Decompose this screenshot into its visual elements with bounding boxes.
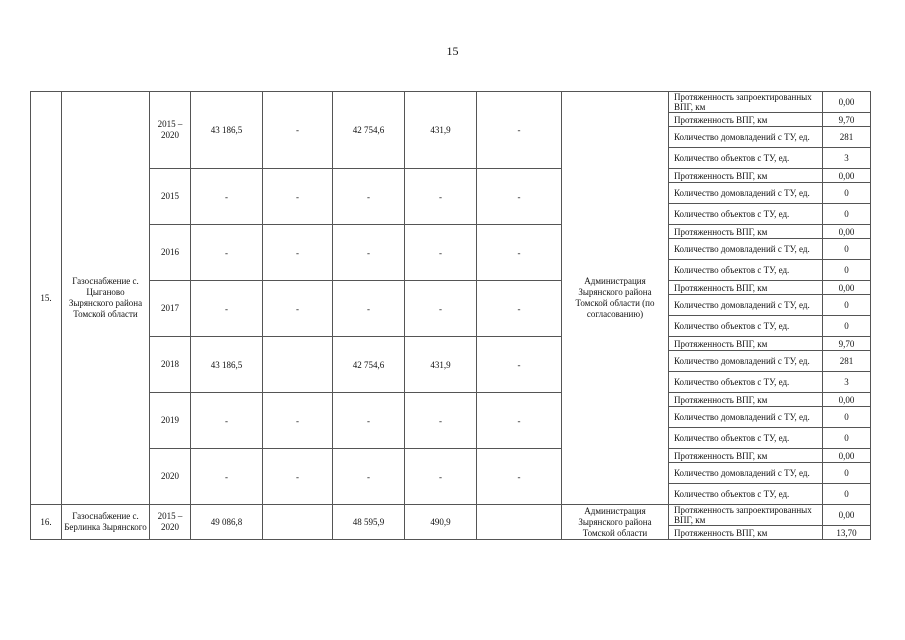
amount-federal: - (263, 92, 333, 169)
amount-total: - (191, 281, 263, 337)
amount-federal: - (263, 169, 333, 225)
amount-local: 431,9 (405, 337, 477, 393)
period-year: 2019 (150, 393, 191, 449)
indicator-value: 0 (823, 484, 871, 505)
indicator-value: 9,70 (823, 113, 871, 127)
indicator-value: 3 (823, 372, 871, 393)
amount-regional: 48 595,9 (333, 505, 405, 540)
indicator-value: 0 (823, 428, 871, 449)
amount-other (477, 505, 562, 540)
period-year: 2015 – 2020 (150, 92, 191, 169)
amount-total: - (191, 393, 263, 449)
period-year: 2017 (150, 281, 191, 337)
executor: Администрация Зырянского района Томской области (по согласованию) (562, 92, 669, 505)
table-row (31, 169, 871, 183)
amount-federal: - (263, 449, 333, 505)
amount-total: - (191, 169, 263, 225)
period-year: 2018 (150, 337, 191, 393)
amount-regional: - (333, 169, 405, 225)
amount-federal: - (263, 393, 333, 449)
program-table (30, 91, 871, 540)
table-row (31, 337, 871, 351)
indicator-name: Количество объектов с ТУ, ед. (669, 204, 823, 225)
indicator-value: 0 (823, 204, 871, 225)
amount-federal (263, 337, 333, 393)
indicator-name: Протяженность ВПГ, км (669, 449, 823, 463)
indicator-name: Количество домовладений с ТУ, ед. (669, 351, 823, 372)
period-year: 2016 (150, 225, 191, 281)
period-year: 2015 (150, 169, 191, 225)
indicator-name: Протяженность ВПГ, км (669, 393, 823, 407)
indicator-name: Количество домовладений с ТУ, ед. (669, 183, 823, 204)
indicator-value: 0 (823, 295, 871, 316)
indicator-name: Количество домовладений с ТУ, ед. (669, 295, 823, 316)
indicator-name: Количество объектов с ТУ, ед. (669, 428, 823, 449)
amount-federal: - (263, 281, 333, 337)
amount-regional: 42 754,6 (333, 337, 405, 393)
row-number: 15. (31, 92, 62, 505)
table-row (31, 92, 871, 113)
indicator-name: Количество домовладений с ТУ, ед. (669, 463, 823, 484)
amount-other: - (477, 449, 562, 505)
amount-other: - (477, 225, 562, 281)
amount-regional: - (333, 393, 405, 449)
indicator-value: 0,00 (823, 169, 871, 183)
amount-local: 431,9 (405, 92, 477, 169)
amount-regional: - (333, 225, 405, 281)
amount-other: - (477, 169, 562, 225)
amount-local: - (405, 393, 477, 449)
indicator-name: Количество объектов с ТУ, ед. (669, 372, 823, 393)
indicator-value: 0 (823, 316, 871, 337)
indicator-value: 9,70 (823, 337, 871, 351)
indicator-value: 0 (823, 407, 871, 428)
indicator-name: Протяженность ВПГ, км (669, 281, 823, 295)
page-number: 15 (446, 44, 459, 58)
amount-local: - (405, 169, 477, 225)
indicator-value: 0,00 (823, 225, 871, 239)
indicator-value: 0,00 (823, 393, 871, 407)
amount-other: - (477, 337, 562, 393)
indicator-name: Количество объектов с ТУ, ед. (669, 260, 823, 281)
indicator-name: Протяженность запроектированных ВПГ, км (669, 92, 823, 113)
row-number: 16. (31, 505, 62, 540)
object-name: Газоснабжение с. Цыганово Зырянского района Томской области (62, 92, 150, 505)
amount-other: - (477, 281, 562, 337)
object-name: Газоснабжение с. Берлинка Зырянского (62, 505, 150, 540)
indicator-value: 0 (823, 463, 871, 484)
amount-regional: 42 754,6 (333, 92, 405, 169)
indicator-name: Протяженность ВПГ, км (669, 113, 823, 127)
amount-local: - (405, 449, 477, 505)
indicator-name: Протяженность ВПГ, км (669, 337, 823, 351)
amount-federal (263, 505, 333, 540)
executor: Администрация Зырянского района Томской области (562, 505, 669, 540)
indicator-value: 0 (823, 239, 871, 260)
amount-total: 43 186,5 (191, 92, 263, 169)
amount-local: 490,9 (405, 505, 477, 540)
table-row (31, 505, 871, 526)
amount-other: - (477, 92, 562, 169)
indicator-name: Количество объектов с ТУ, ед. (669, 148, 823, 169)
table-row (31, 225, 871, 239)
amount-other: - (477, 393, 562, 449)
indicator-value: 13,70 (823, 526, 871, 540)
amount-regional: - (333, 449, 405, 505)
table-row (31, 281, 871, 295)
indicator-name: Количество объектов с ТУ, ед. (669, 484, 823, 505)
indicator-name: Протяженность ВПГ, км (669, 526, 823, 540)
indicator-value: 0,00 (823, 281, 871, 295)
indicator-value: 0,00 (823, 92, 871, 113)
indicator-name: Протяженность запроектированных ВПГ, км (669, 505, 823, 526)
indicator-name: Протяженность ВПГ, км (669, 169, 823, 183)
indicator-name: Количество объектов с ТУ, ед. (669, 316, 823, 337)
amount-total: 49 086,8 (191, 505, 263, 540)
amount-local: - (405, 225, 477, 281)
indicator-value: 3 (823, 148, 871, 169)
indicator-value: 0,00 (823, 449, 871, 463)
indicator-name: Количество домовладений с ТУ, ед. (669, 239, 823, 260)
period-year: 2015 – 2020 (150, 505, 191, 540)
amount-regional: - (333, 281, 405, 337)
indicator-value: 281 (823, 351, 871, 372)
amount-local: - (405, 281, 477, 337)
indicator-name: Количество домовладений с ТУ, ед. (669, 407, 823, 428)
indicator-value: 0 (823, 260, 871, 281)
table-row (31, 449, 871, 463)
indicator-value: 0 (823, 183, 871, 204)
amount-federal: - (263, 225, 333, 281)
amount-total: - (191, 449, 263, 505)
indicator-name: Протяженность ВПГ, км (669, 225, 823, 239)
amount-total: - (191, 225, 263, 281)
indicator-name: Количество домовладений с ТУ, ед. (669, 127, 823, 148)
indicator-value: 281 (823, 127, 871, 148)
period-year: 2020 (150, 449, 191, 505)
indicator-value: 0,00 (823, 505, 871, 526)
table-row (31, 393, 871, 407)
amount-total: 43 186,5 (191, 337, 263, 393)
